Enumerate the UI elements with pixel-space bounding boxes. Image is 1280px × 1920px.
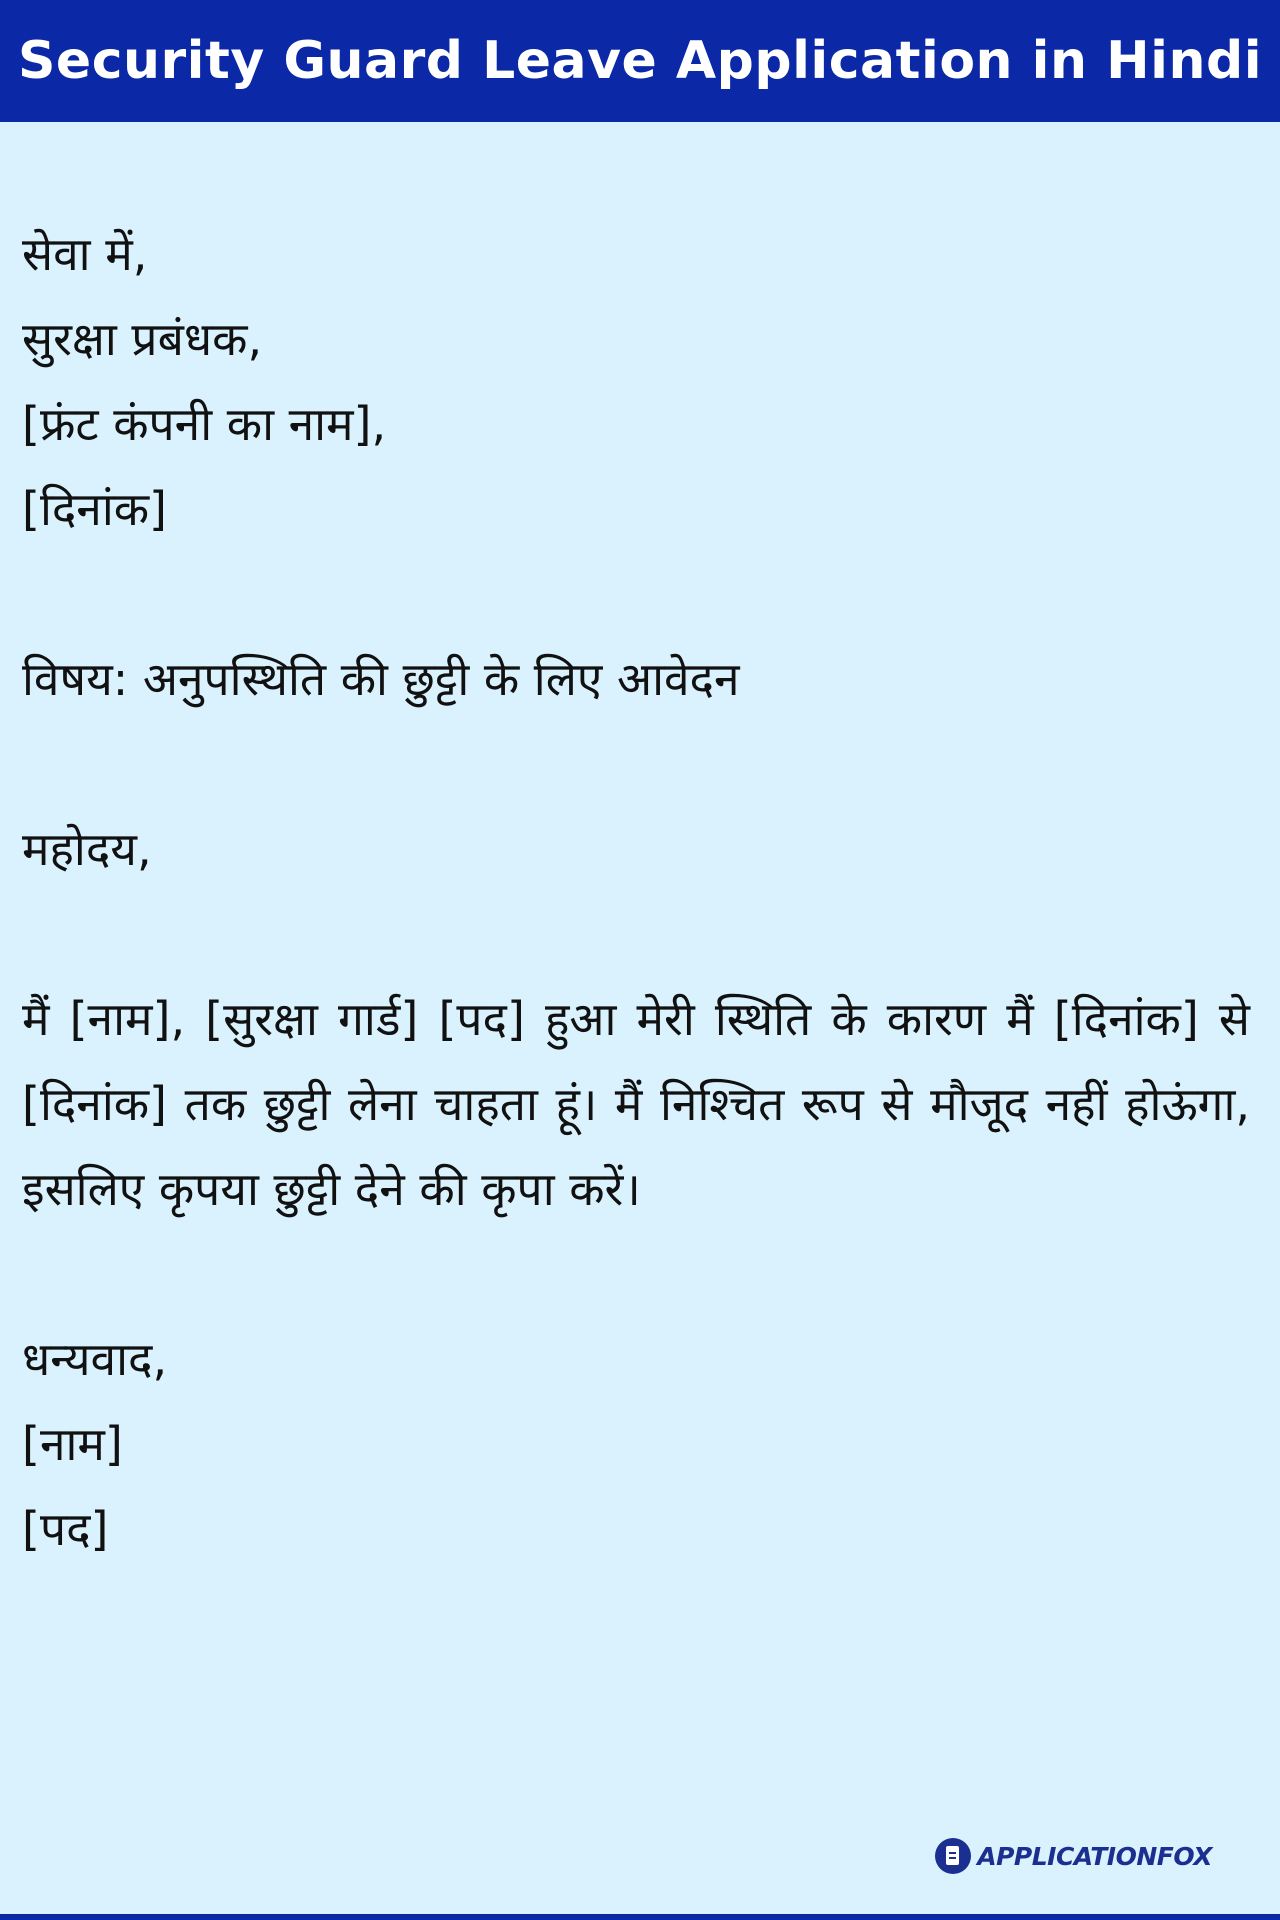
- letter-subject: विषय: अनुपस्थिति की छुट्टी के लिए आवेदन: [22, 652, 740, 706]
- spacer: [22, 892, 1250, 977]
- salutation-to: सेवा में,: [22, 227, 148, 281]
- page-title: Security Guard Leave Application in Hindi: [17, 31, 1263, 91]
- letter-body: [22, 212, 1250, 1572]
- letter-paragraph: मैं [नाम], [सुरक्षा गार्ड] [पद] हुआ मेरी स्थिति के कारण मैं [दिनांक] से [दिनांक] तक छुट्टी लेना चाहता हूं। मैं निश्चित रूप से मौजूद नहीं होऊंगा, इसलिए कृपया छुट्टी देने की कृपा करें।: [22, 992, 1250, 1216]
- spacer: [22, 552, 1250, 637]
- sender-name: [नाम]: [22, 1417, 123, 1471]
- recipient-title: सुरक्षा प्रबंधक,: [22, 312, 263, 366]
- bottom-border: [0, 1914, 1280, 1920]
- spacer: [22, 1232, 1250, 1317]
- sender-designation: [पद]: [22, 1502, 109, 1556]
- letter-greeting: महोदय,: [22, 822, 152, 876]
- spacer: [22, 722, 1250, 807]
- brand-logo-text: APPLICATIONFOX: [977, 1841, 1212, 1871]
- brand-logo: [935, 1838, 1212, 1874]
- document-icon: [935, 1838, 971, 1874]
- letter-date: [दिनांक]: [22, 482, 168, 536]
- header-banner: [0, 0, 1280, 122]
- company-name: [फ्रंट कंपनी का नाम],: [22, 397, 387, 451]
- letter-closing: धन्यवाद,: [22, 1332, 168, 1386]
